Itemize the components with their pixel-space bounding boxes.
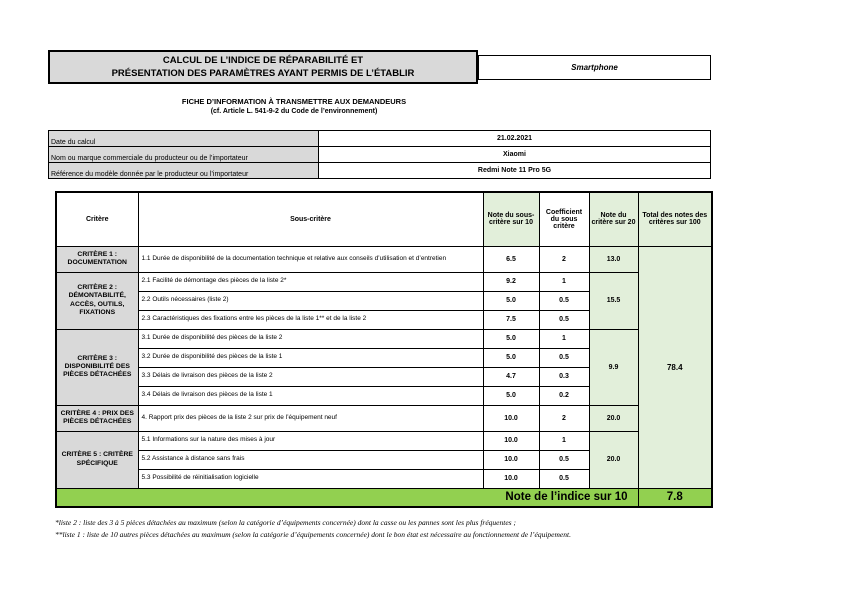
criterion-2-score: 15.5 [589,272,638,329]
col-header-sub-criterion: Sous-critère [138,192,483,246]
coefficient-1-1: 2 [539,246,589,272]
criterion-2-name: CRITÈRE 2 : DÉMONTABILITÉ, ACCÈS, OUTILS, FIXATIONS [56,272,138,329]
info-row-brand [49,147,711,163]
coefficient-3-2: 0.5 [539,348,589,367]
table-row [56,405,712,431]
coefficient-5-1: 1 [539,431,589,450]
coefficient-2-2: 0.5 [539,291,589,310]
document-title-line1: CALCUL DE L’INDICE DE RÉPARABILITÉ ET [162,54,364,66]
notice-line2: (cf. Article L. 541-9-2 du Code de l’environnement) [210,108,378,115]
coefficient-3-4: 0.2 [539,386,589,405]
document-title-box [48,50,478,84]
col-header-crit-score: Note du critère sur 20 [589,192,638,246]
sub-criterion-3-2: 3.2 Durée de disponibilité des pièces de la liste 1 [138,348,483,367]
sub-score-4: 10.0 [483,405,539,431]
info-label-model: Référence du modèle donnée par le producteur ou l’importateur [49,163,319,179]
footnotes [55,517,755,540]
criterion-4-score: 20.0 [589,405,638,431]
info-value-brand: Xiaomi [319,147,711,163]
sub-score-2-1: 9.2 [483,272,539,291]
col-header-criterion: Critère [56,192,138,246]
criterion-5-name: CRITÈRE 5 : CRITÈRE SPÉCIFIQUE [56,431,138,488]
criterion-4-name: CRITÈRE 4 : PRIX DES PIÈCES DÉTACHÉES [56,405,138,431]
info-value-date: 21.02.2021 [319,131,711,147]
sub-criterion-5-3: 5.3 Possibilité de réinitialisation logicielle [138,469,483,488]
criterion-1-score: 13.0 [589,246,638,272]
table-row [56,329,712,348]
notice-block [48,97,540,115]
coefficient-3-3: 0.3 [539,367,589,386]
sub-score-2-3: 7.5 [483,310,539,329]
footnote-liste2: *liste 2 : liste des 3 à 5 pièces détachées au maximum (selon la catégorie d’équipements concernée) dont la casse ou les pannes sont les plus fréquentes ; [55,518,516,527]
table-row [56,246,712,272]
sub-score-3-2: 5.0 [483,348,539,367]
coefficient-3-1: 1 [539,329,589,348]
coefficient-5-2: 0.5 [539,450,589,469]
sub-criterion-1-1: 1.1 Durée de disponibilité de la documentation technique et relative aux conseils d’utilisation et d’entretien [138,246,483,272]
info-label-date: Date du calcul [49,131,319,147]
criterion-5-score: 20.0 [589,431,638,488]
sub-score-3-4: 5.0 [483,386,539,405]
sub-score-5-3: 10.0 [483,469,539,488]
footnote-liste1: **liste 1 : liste de 10 autres pièces détachées au maximum (selon la catégorie d’équipements concernée) dont le bon état est nécessaire au fonctionnement de l’équipement. [55,529,571,539]
sub-criterion-3-4: 3.4 Délais de livraison des pièces de la liste 1 [138,386,483,405]
criterion-1-name: CRITÈRE 1 : DOCUMENTATION [56,246,138,272]
coefficient-5-3: 0.5 [539,469,589,488]
final-score-value: 7.8 [638,488,712,507]
table-row [56,431,712,450]
coefficient-4: 2 [539,405,589,431]
sub-score-5-2: 10.0 [483,450,539,469]
notice-line1: FICHE D’INFORMATION À TRANSMETTRE AUX DEMANDEURS [181,97,407,106]
info-value-model: Redmi Note 11 Pro 5G [319,163,711,179]
col-header-total: Total des notes des critères sur 100 [638,192,712,246]
sub-score-3-1: 5.0 [483,329,539,348]
col-header-coefficient: Coefficient du sous critère [539,192,589,246]
sub-score-5-1: 10.0 [483,431,539,450]
sub-criterion-2-1: 2.1 Facilité de démontage des pièces de la liste 2* [138,272,483,291]
product-type-box [478,55,711,80]
col-header-sub-score: Note du sous-critère sur 10 [483,192,539,246]
sub-criterion-5-1: 5.1 Informations sur la nature des mises à jour [138,431,483,450]
total-score-cell: 78.4 [638,246,712,488]
table-row [56,272,712,291]
sub-score-2-2: 5.0 [483,291,539,310]
info-table [48,130,711,179]
coefficient-2-3: 0.5 [539,310,589,329]
final-score-label: Note de l’indice sur 10 [56,488,638,507]
criterion-3-score: 9.9 [589,329,638,405]
sub-criterion-2-3: 2.3 Caractéristiques des fixations entre les pièces de la liste 1** et de la liste 2 [138,310,483,329]
info-label-brand: Nom ou marque commerciale du producteur ou de l’importateur [49,147,319,163]
sub-criterion-3-1: 3.1 Durée de disponibilité des pièces de la liste 2 [138,329,483,348]
sub-criterion-2-2: 2.2 Outils nécessaires (liste 2) [138,291,483,310]
repairability-table [55,191,713,508]
final-score-row [56,488,712,507]
sub-score-1-1: 6.5 [483,246,539,272]
sub-criterion-3-3: 3.3 Délais de livraison des pièces de la liste 2 [138,367,483,386]
document-title-line2: PRÉSENTATION DES PARAMÈTRES AYANT PERMIS DE L’ÉTABLIR [111,68,415,79]
product-type-label: Smartphone [571,62,618,72]
info-row-model [49,163,711,179]
table-header-row [56,192,712,246]
criterion-3-name: CRITÈRE 3 : DISPONIBILITÉ DES PIÈCES DÉTACHÉES [56,329,138,405]
sub-score-3-3: 4.7 [483,367,539,386]
sub-criterion-4: 4. Rapport prix des pièces de la liste 2 sur prix de l’équipement neuf [138,405,483,431]
coefficient-2-1: 1 [539,272,589,291]
info-row-date [49,131,711,147]
sub-criterion-5-2: 5.2 Assistance à distance sans frais [138,450,483,469]
document-header [48,50,711,84]
